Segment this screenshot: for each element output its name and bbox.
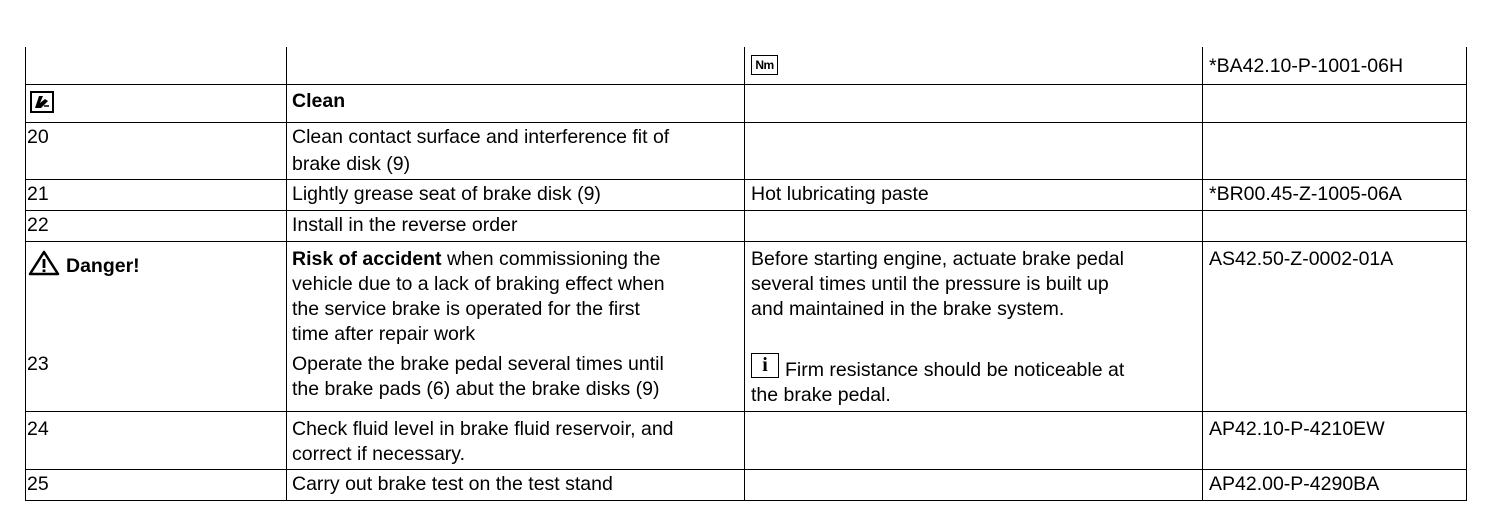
step-text: Operate the brake pedal several times until xyxy=(292,353,664,375)
table-border-right xyxy=(1466,47,1467,501)
step-number: 21 xyxy=(27,183,49,205)
torque-reference: *BA42.10-P-1001-06H xyxy=(1209,55,1404,77)
table-border-left xyxy=(25,47,26,501)
step-text: Install in the reverse order xyxy=(292,214,518,236)
danger-text: vehicle due to a lack of braking effect when xyxy=(292,273,665,295)
row-divider xyxy=(25,210,1467,211)
step-reference: AP42.10-P-4210EW xyxy=(1209,418,1385,440)
torque-nm-icon: Nm xyxy=(751,55,778,75)
danger-text xyxy=(292,247,660,272)
step-number: 23 xyxy=(27,353,49,375)
danger-note: Before starting engine, actuate brake pedal xyxy=(751,248,1124,270)
danger-text: time after repair work xyxy=(292,323,476,345)
step-reference: AP42.00-P-4290BA xyxy=(1209,473,1380,495)
material-reference: *BR00.45-Z-1005-06A xyxy=(1209,183,1402,205)
row-divider xyxy=(25,84,1467,85)
danger-text: the service brake is operated for the first xyxy=(292,298,640,320)
warning-triangle-icon xyxy=(28,250,60,276)
step-text: correct if necessary. xyxy=(292,443,466,465)
step-text: Lightly grease seat of brake disk (9) xyxy=(292,183,601,205)
step-text: the brake pads (6) abut the brake disks (9) xyxy=(292,378,660,400)
danger-note: and maintained in the brake system. xyxy=(751,298,1065,320)
danger-heading: Risk of accident xyxy=(292,248,442,270)
step-text: Check fluid level in brake fluid reservoir, and xyxy=(292,418,674,440)
danger-note: several times until the pressure is built up xyxy=(751,273,1109,295)
row-divider xyxy=(25,469,1467,470)
step-number: 25 xyxy=(27,473,49,495)
row-divider xyxy=(25,241,1467,242)
section-title: Clean xyxy=(292,90,346,112)
table-divider xyxy=(744,47,745,501)
table-border-bottom xyxy=(25,500,1467,501)
danger-reference: AS42.50-Z-0002-01A xyxy=(1209,248,1394,270)
step-number: 20 xyxy=(27,126,49,148)
danger-text-rest: when commissioning the xyxy=(441,248,661,270)
table-divider xyxy=(286,47,287,501)
danger-label: Danger! xyxy=(66,255,140,277)
info-icon: i xyxy=(751,353,779,378)
clean-icon xyxy=(30,91,54,113)
step-text: Clean contact surface and interference fit of xyxy=(292,126,670,148)
step-number: 22 xyxy=(27,214,49,236)
row-divider xyxy=(25,179,1467,180)
material: Hot lubricating paste xyxy=(751,183,929,205)
row-divider xyxy=(25,411,1467,412)
step-text: Carry out brake test on the test stand xyxy=(292,473,613,495)
info-note: Firm resistance should be noticeable at xyxy=(785,359,1125,381)
step-number: 24 xyxy=(27,418,49,440)
table-divider xyxy=(1202,47,1203,501)
step-text: brake disk (9) xyxy=(292,153,411,175)
info-note: the brake pedal. xyxy=(751,384,891,406)
row-divider xyxy=(25,122,1467,123)
